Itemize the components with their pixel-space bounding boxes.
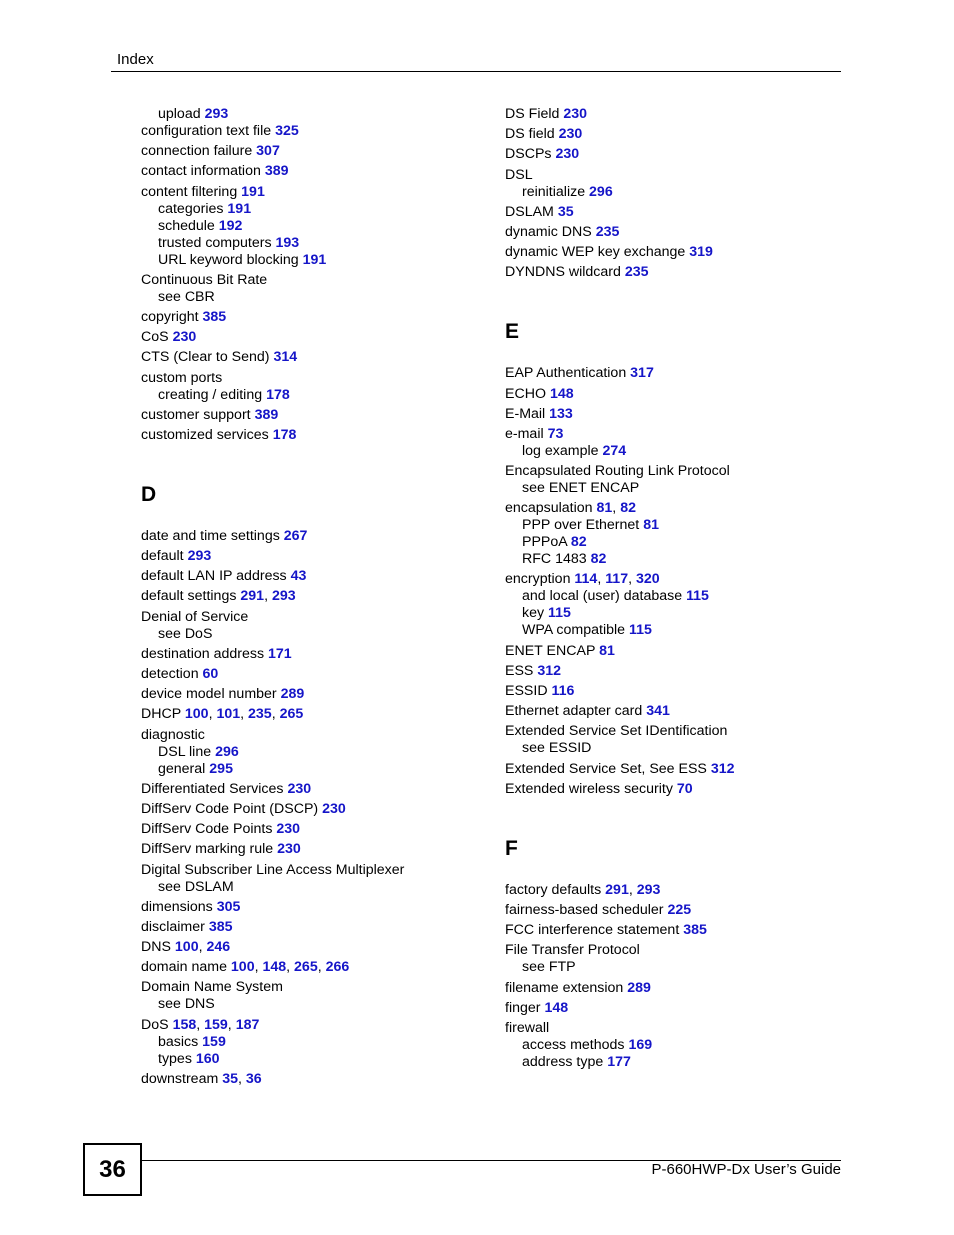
index-entry: [505, 1000, 835, 1017]
index-term: content filtering: [141, 183, 238, 200]
index-subentry: [505, 184, 835, 201]
index-term: RFC 1483: [522, 551, 587, 568]
page-link[interactable]: 148: [549, 385, 574, 402]
index-entry: [505, 386, 835, 403]
page-link[interactable]: 385: [683, 922, 707, 939]
index-entry: [141, 548, 481, 565]
index-entry: [505, 126, 835, 143]
page-link[interactable]: 43: [290, 568, 307, 585]
index-entry: [505, 703, 835, 720]
page-link[interactable]: 325: [275, 123, 299, 139]
index-term: factory defaults: [505, 881, 602, 898]
index-entry: downstream 35, 36: [141, 1070, 262, 1087]
page-link[interactable]: 148: [544, 999, 569, 1016]
index-term: upload: [158, 106, 201, 122]
page-link[interactable]: 385: [202, 308, 227, 325]
page-link[interactable]: 82: [620, 500, 636, 517]
index-term: trusted computers: [158, 234, 272, 251]
page-link[interactable]: 320: [635, 571, 660, 588]
index-term: DSL: [505, 166, 533, 183]
index-term: default LAN IP address: [141, 568, 287, 585]
index-entry: default settings 291, 293: [141, 588, 296, 605]
index-term: default: [141, 548, 184, 565]
page-link[interactable]: 81: [596, 500, 613, 517]
index-entry: [505, 643, 835, 660]
index-term: see FTP: [522, 959, 576, 976]
index-entry: [141, 862, 481, 879]
page-link[interactable]: 187: [235, 1016, 260, 1033]
page-link[interactable]: 191: [227, 200, 252, 217]
index-entry: [141, 349, 481, 366]
index-subentry: [505, 1054, 835, 1071]
index-term: Extended Service Set, See ESS: [505, 760, 707, 777]
index-term: PPP over Ethernet: [522, 517, 640, 534]
index-term: diagnostic: [141, 726, 205, 743]
page-link[interactable]: 235: [248, 706, 272, 723]
index-term: firewall: [505, 1019, 550, 1036]
index-term: DNS: [141, 939, 171, 956]
page-link[interactable]: 291: [240, 588, 265, 605]
index-subentry: [141, 744, 481, 761]
index-term: fairness-based scheduler: [505, 901, 664, 918]
page-link[interactable]: 293: [204, 106, 229, 122]
index-term: see DSLAM: [158, 878, 234, 895]
page-link[interactable]: 265: [294, 959, 318, 976]
index-term: contact information: [141, 163, 261, 180]
page-link[interactable]: 295: [209, 760, 233, 777]
index-entry: [505, 106, 835, 123]
page-link[interactable]: 230: [563, 106, 588, 122]
index-term: encryption: [505, 571, 571, 588]
header-rule: [111, 71, 841, 72]
index-term: E-Mail: [505, 405, 546, 422]
page-link[interactable]: 115: [628, 622, 652, 639]
index-term: destination address: [141, 645, 265, 662]
page-link[interactable]: 230: [558, 126, 583, 143]
index-entry: [505, 204, 835, 221]
index-entry: [141, 609, 481, 626]
index-entry: [505, 244, 835, 261]
index-subentry: [141, 1051, 481, 1068]
page-link[interactable]: 81: [643, 517, 659, 534]
index-entry: [505, 922, 835, 939]
index-entry: [141, 309, 481, 326]
index-term: Extended wireless security: [505, 780, 673, 797]
index-term: configuration text file: [141, 123, 272, 139]
index-entry: [141, 666, 481, 683]
index-term: DS Field: [505, 106, 560, 122]
index-entry: [505, 1020, 835, 1037]
page-link[interactable]: 178: [266, 386, 290, 403]
index-term: finger: [505, 999, 541, 1016]
page-link[interactable]: 115: [686, 588, 709, 605]
index-term: customized services: [141, 426, 269, 443]
index-term: PPPoA: [522, 534, 567, 551]
page-link[interactable]: 35: [222, 1070, 239, 1087]
index-entry: encryption 114, 117, 320: [505, 571, 660, 588]
page-link[interactable]: 230: [277, 841, 301, 858]
index-entry: [505, 463, 835, 480]
index-term: key: [522, 605, 545, 622]
page-link[interactable]: 307: [256, 143, 280, 160]
page-link[interactable]: 158: [172, 1016, 197, 1033]
page-link[interactable]: 265: [279, 706, 304, 723]
page-link[interactable]: 289: [280, 686, 305, 703]
index-term: disclaimer: [141, 918, 205, 935]
page-number: 36: [83, 1143, 142, 1196]
index-term: DiffServ Code Point (DSCP): [141, 800, 319, 817]
page-link[interactable]: 293: [187, 548, 212, 565]
page-link[interactable]: 246: [206, 939, 231, 956]
page-link[interactable]: 192: [218, 217, 243, 234]
page-link[interactable]: 159: [204, 1016, 228, 1033]
running-header-title: Index: [117, 51, 154, 68]
guide-title: P-660HWP-Dx User’s Guide: [651, 1161, 841, 1178]
index-term: DSL line: [158, 743, 212, 760]
index-term: ESSID: [505, 683, 548, 699]
page-link[interactable]: 312: [537, 662, 562, 679]
page-link[interactable]: 291: [605, 881, 629, 898]
page-link[interactable]: 317: [630, 365, 654, 382]
section-letter: E: [505, 320, 520, 344]
index-entry: [505, 942, 835, 959]
index-subentry: [505, 959, 835, 976]
index-term: default settings: [141, 588, 237, 605]
index-term: FCC interference statement: [505, 922, 680, 939]
section-letter: F: [505, 836, 518, 860]
page-link[interactable]: 171: [268, 645, 292, 662]
index-entry: [505, 663, 835, 680]
index-term: DSCPs: [505, 146, 552, 163]
page-link[interactable]: 225: [667, 901, 692, 918]
index-entry: [141, 568, 481, 585]
index-entry: [141, 841, 481, 858]
index-term: DS field: [505, 126, 555, 143]
index-entry: [505, 723, 835, 740]
page-link[interactable]: 100: [174, 939, 199, 956]
page-link[interactable]: 159: [202, 1033, 226, 1050]
index-entry: [141, 727, 481, 744]
index-term: schedule: [158, 217, 215, 234]
page-link[interactable]: 133: [549, 405, 573, 422]
index-entry: [141, 427, 481, 444]
index-entry: [141, 163, 481, 180]
page-link[interactable]: 296: [589, 183, 613, 200]
index-entry: [141, 123, 481, 140]
page-link[interactable]: 82: [570, 534, 587, 551]
index-entry: [505, 406, 835, 423]
index-term: DSLAM: [505, 203, 554, 220]
index-term: device model number: [141, 686, 277, 703]
index-term: basics: [158, 1033, 199, 1050]
index-subentry: [505, 534, 835, 551]
page-link[interactable]: 81: [599, 642, 615, 659]
page-link[interactable]: 35: [557, 203, 574, 220]
index-subentry: [505, 740, 835, 757]
page-link[interactable]: 267: [283, 527, 308, 544]
index-term: connection failure: [141, 143, 253, 160]
index-term: DHCP: [141, 706, 181, 723]
page-link[interactable]: 60: [202, 666, 219, 682]
index-subentry: [505, 517, 835, 534]
index-entry: [505, 781, 835, 798]
page-link[interactable]: 230: [322, 800, 346, 817]
page-link[interactable]: 82: [590, 551, 607, 568]
page-link[interactable]: 148: [262, 959, 287, 976]
page-link[interactable]: 230: [276, 821, 301, 838]
index-entry: [505, 264, 835, 281]
index-term: WPA compatible: [522, 622, 626, 639]
index-subentry: [141, 218, 481, 235]
index-entry: [141, 646, 481, 663]
index-entry: [141, 899, 481, 916]
index-column-left: [141, 106, 481, 1088]
index-term: address type: [522, 1053, 604, 1070]
page-link[interactable]: 341: [646, 703, 670, 720]
page-link[interactable]: 177: [607, 1053, 631, 1070]
index-term: ENET ENCAP: [505, 642, 596, 659]
page-link[interactable]: 191: [241, 183, 265, 200]
index-term: DYNDNS wildcard: [505, 264, 621, 281]
index-term: ECHO: [505, 385, 546, 402]
index-term: filename extension: [505, 979, 624, 996]
page-link[interactable]: 115: [548, 605, 571, 622]
index-entry: [141, 272, 481, 289]
page-link[interactable]: 385: [208, 918, 233, 935]
page-link[interactable]: 235: [624, 264, 649, 281]
index-entry: [505, 426, 835, 443]
index-term: custom ports: [141, 369, 223, 386]
index-entry: encapsulation 81, 82: [505, 500, 636, 517]
page-link[interactable]: 160: [195, 1050, 220, 1067]
page-link[interactable]: 73: [547, 425, 564, 442]
page-link[interactable]: 36: [245, 1070, 262, 1087]
page-link[interactable]: 193: [275, 234, 300, 251]
page-link[interactable]: 230: [555, 146, 580, 163]
page-link[interactable]: 230: [287, 780, 312, 797]
index-term: see DNS: [158, 996, 215, 1013]
index-subentry: [141, 626, 481, 643]
index-entry: [505, 683, 835, 700]
index-subentry: [505, 1037, 835, 1054]
page-link[interactable]: 289: [627, 979, 651, 996]
index-term: EAP Authentication: [505, 365, 627, 382]
index-term: CoS: [141, 329, 169, 346]
index-term: see ENET ENCAP: [522, 480, 640, 497]
index-term: Ethernet adapter card: [505, 703, 643, 720]
index-entry: [141, 407, 481, 424]
index-term: dynamic WEP key exchange: [505, 244, 686, 261]
page-link[interactable]: 100: [230, 959, 255, 976]
index-subentry: [505, 443, 835, 460]
index-term: dimensions: [141, 898, 213, 915]
index-term: detection: [141, 666, 199, 682]
page-link[interactable]: 266: [325, 959, 350, 976]
index-subentry: [505, 588, 835, 605]
index-entry: [141, 781, 481, 798]
index-entry: [505, 224, 835, 241]
index-subentry: [141, 761, 481, 778]
index-subentry: [141, 252, 481, 269]
index-term: see ESSID: [522, 740, 592, 757]
index-subentry: [505, 622, 835, 639]
index-entry: [141, 329, 481, 346]
index-term: Extended Service Set IDentification: [505, 723, 728, 740]
page-link[interactable]: 178: [272, 426, 297, 443]
index-subentry: [141, 1034, 481, 1051]
index-entry: [505, 146, 835, 163]
index-subentry: [505, 605, 835, 622]
page-link[interactable]: 314: [273, 349, 298, 366]
index-term: Encapsulated Routing Link Protocol: [505, 463, 730, 480]
index-entry: [141, 143, 481, 160]
index-entry: [141, 686, 481, 703]
index-term: copyright: [141, 308, 199, 325]
index-entry: [141, 370, 481, 387]
index-entry: [505, 167, 835, 184]
index-entry: factory defaults 291, 293: [505, 881, 661, 898]
page-link[interactable]: 70: [676, 780, 693, 797]
index-entry: [505, 902, 835, 919]
index-entry: DoS 158, 159, 187: [141, 1016, 260, 1033]
index-entry: [141, 801, 481, 818]
index-subentry: [141, 996, 481, 1013]
index-term: File Transfer Protocol: [505, 942, 640, 959]
index-term: DiffServ Code Points: [141, 821, 273, 838]
page-link[interactable]: 312: [710, 760, 735, 777]
index-subentry: [141, 106, 481, 123]
index-entry: [141, 979, 481, 996]
index-term: and local (user) database: [522, 588, 683, 605]
page-link[interactable]: 274: [602, 442, 627, 459]
index-term: downstream: [141, 1070, 219, 1087]
index-term: log example: [522, 442, 599, 459]
page-link[interactable]: 296: [215, 743, 239, 760]
index-entry: [141, 528, 481, 545]
page-link[interactable]: 293: [636, 881, 661, 898]
page-link[interactable]: 100: [184, 706, 209, 723]
index-entry: [141, 184, 481, 201]
section-letter: D: [141, 482, 157, 506]
index-term: Continuous Bit Rate: [141, 271, 268, 288]
index-term: customer support: [141, 406, 251, 423]
index-subentry: [505, 551, 835, 568]
index-term: types: [158, 1050, 192, 1067]
index-term: ESS: [505, 662, 534, 679]
index-entry: DNS 100, 246: [141, 939, 231, 956]
page-link[interactable]: 389: [254, 406, 279, 423]
page-link[interactable]: 114: [574, 571, 598, 588]
index-column-right: [505, 106, 835, 1071]
index-term: e-mail: [505, 425, 544, 442]
index-term: CTS (Clear to Send): [141, 349, 270, 366]
index-term: Denial of Service: [141, 608, 249, 625]
index-term: see DoS: [158, 625, 213, 642]
page-link[interactable]: 235: [595, 223, 620, 240]
index-term: DiffServ marking rule: [141, 841, 274, 858]
index-term: general: [158, 760, 206, 777]
index-term: Domain Name System: [141, 979, 283, 996]
index-term: see CBR: [158, 288, 215, 305]
page-link[interactable]: 101: [216, 706, 241, 723]
index-entry: [505, 980, 835, 997]
index-entry: [141, 919, 481, 936]
index-term: encapsulation: [505, 500, 593, 517]
page-link[interactable]: 116: [551, 683, 575, 699]
page-link[interactable]: 305: [216, 898, 241, 915]
index-subentry: [141, 879, 481, 896]
index-term: date and time settings: [141, 527, 280, 544]
index-entry: DHCP 100, 101, 235, 265: [141, 706, 304, 723]
index-subentry: [505, 480, 835, 497]
page-link[interactable]: 230: [172, 329, 197, 346]
index-term: creating / editing: [158, 386, 263, 403]
index-term: Differentiated Services: [141, 780, 284, 797]
index-subentry: [141, 201, 481, 218]
page-link[interactable]: 319: [689, 244, 713, 261]
index-entry: [505, 365, 835, 382]
page-link[interactable]: 169: [628, 1036, 653, 1053]
index-term: dynamic DNS: [505, 223, 592, 240]
index-term: access methods: [522, 1036, 625, 1053]
page-link[interactable]: 389: [264, 163, 289, 180]
page-link[interactable]: 117: [605, 571, 629, 588]
index-term: domain name: [141, 959, 227, 976]
index-subentry: [141, 235, 481, 252]
index-entry: [141, 821, 481, 838]
index-term: DoS: [141, 1016, 169, 1033]
page-link[interactable]: 191: [302, 251, 327, 268]
index-entry: domain name 100, 148, 265, 266: [141, 959, 350, 976]
index-term: URL keyword blocking: [158, 251, 299, 268]
index-term: categories: [158, 200, 224, 217]
index-entry: [505, 761, 835, 778]
page-link[interactable]: 293: [271, 588, 296, 605]
index-subentry: [141, 289, 481, 306]
index-term: Digital Subscriber Line Access Multiplexer: [141, 861, 405, 878]
index-term: reinitialize: [522, 183, 586, 200]
index-subentry: [141, 387, 481, 404]
